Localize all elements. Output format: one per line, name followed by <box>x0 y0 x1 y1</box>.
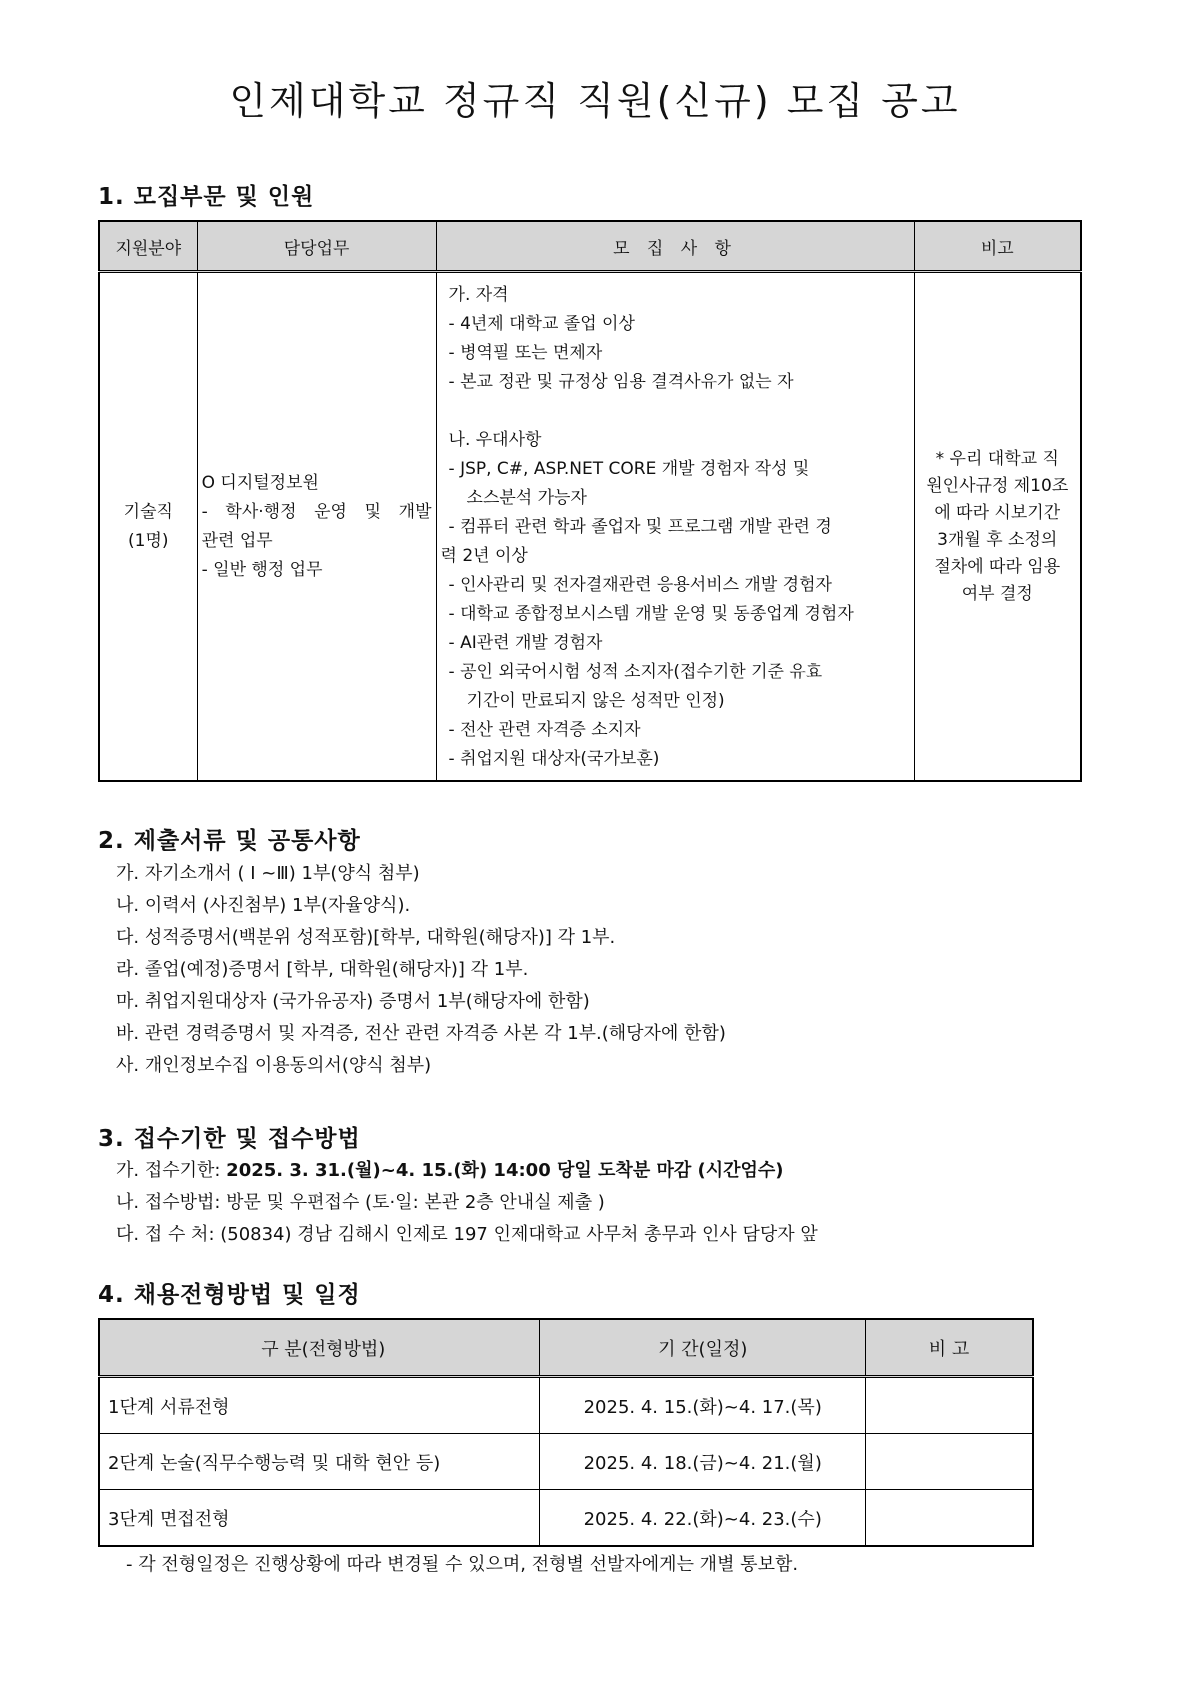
preference-item: - 대학교 종합정보시스템 개발 운영 및 동종업계 경험자 <box>448 604 854 624</box>
preference-item: - JSP, C#, ASP.NET CORE 개발 경험자 작성 및 <box>448 459 810 479</box>
deadline-line <box>116 1155 818 1187</box>
method-line: 나. 접수방법: 방문 및 우편접수 (토·일: 본관 2층 안내실 제출 ) <box>116 1192 605 1213</box>
note-line: * 우리 대학교 직 <box>935 448 1059 469</box>
qualification-title: 가. 자격 <box>448 285 509 305</box>
preference-item: - 컴퓨터 관련 학과 졸업자 및 프로그램 개발 관련 경 <box>448 517 832 537</box>
remark-cell <box>865 1490 1033 1547</box>
schedule-table <box>98 1318 1034 1547</box>
note-line: 3개월 후 소정의 <box>937 529 1058 550</box>
field-count: (1명) <box>128 530 169 551</box>
application-info <box>116 1155 818 1251</box>
note-line: 원인사규정 제10조 <box>926 475 1069 496</box>
note-line: 여부 결정 <box>961 583 1033 604</box>
documents-list <box>116 858 726 1082</box>
header-note: 비고 <box>914 221 1081 272</box>
period-cell: 2025. 4. 22.(화)~4. 23.(수) <box>540 1490 865 1547</box>
duty-cell <box>197 272 436 782</box>
period-cell: 2025. 4. 18.(금)~4. 21.(월) <box>540 1434 865 1490</box>
schedule-table-header <box>99 1319 1033 1377</box>
preference-item: 기간이 만료되지 않은 성적만 인정) <box>466 691 725 711</box>
remark-cell <box>865 1434 1033 1490</box>
preference-item: 력 2년 이상 <box>440 546 528 566</box>
document-item: 가. 자기소개서 ( Ⅰ ~Ⅲ) 1부(양식 첨부) <box>116 863 420 884</box>
preference-item: - AI관련 개발 경험자 <box>448 633 603 653</box>
stage-cell: 2단계 논술(직무수행능력 및 대학 현안 등) <box>99 1434 540 1490</box>
duty-line: - 학사·행정 운영 및 개발 <box>201 501 432 522</box>
section3-heading: 3. 접수기한 및 접수방법 <box>98 1126 361 1152</box>
remark-cell <box>865 1377 1033 1434</box>
requirements-cell <box>436 272 914 782</box>
schedule-row <box>99 1490 1033 1547</box>
document-item: 사. 개인정보수집 이용동의서(양식 첨부) <box>116 1055 432 1076</box>
header-duty: 담당업무 <box>197 221 436 272</box>
document-item: 라. 졸업(예정)증명서 [학부, 대학원(해당자)] 각 1부. <box>116 959 529 980</box>
stage-cell: 1단계 서류전형 <box>99 1377 540 1434</box>
qualification-item: - 본교 정관 및 규정상 임용 결격사유가 없는 자 <box>448 372 794 392</box>
preference-item: - 인사관리 및 전자결재관련 응용서비스 개발 경험자 <box>448 575 832 595</box>
header-remark: 비 고 <box>865 1319 1033 1377</box>
preference-title: 나. 우대사항 <box>448 430 542 450</box>
header-stage: 구 분(전형방법) <box>99 1319 540 1377</box>
note-line: 절차에 따라 임용 <box>934 556 1061 577</box>
field-name: 기술직 <box>123 501 173 522</box>
recruitment-row <box>99 272 1081 782</box>
header-field: 지원분야 <box>99 221 197 272</box>
section2-heading: 2. 제출서류 및 공통사항 <box>98 828 361 854</box>
document-item: 바. 관련 경력증명서 및 자격증, 전산 관련 자격증 사본 각 1부.(해당자에 한함) <box>116 1023 726 1044</box>
document-item: 다. 성적증명서(백분위 성적포함)[학부, 대학원(해당자)] 각 1부. <box>116 927 616 948</box>
schedule-footnote: - 각 전형일정은 진행상황에 따라 변경될 수 있으며, 전형별 선발자에게는 개별 통보함. <box>126 1554 799 1575</box>
period-cell: 2025. 4. 15.(화)~4. 17.(목) <box>540 1377 865 1434</box>
deadline-value: 2025. 3. 31.(월)~4. 15.(화) 14:00 당일 도착분 마감 (시간엄수) <box>226 1160 784 1181</box>
section1-heading: 1. 모집부문 및 인원 <box>98 184 315 210</box>
header-requirements: 모 집 사 항 <box>436 221 914 272</box>
note-line: 에 따라 시보기간 <box>934 502 1061 523</box>
qualification-item: - 병역필 또는 면제자 <box>448 343 603 363</box>
duty-line: O 디지털정보원 <box>201 472 319 493</box>
stage-cell: 3단계 면접전형 <box>99 1490 540 1547</box>
duty-line: 관련 업무 <box>201 530 273 551</box>
preference-item: - 전산 관련 자격증 소지자 <box>448 720 641 740</box>
document-item: 나. 이력서 (사진첨부) 1부(자율양식). <box>116 895 411 916</box>
recruitment-table-header <box>99 221 1081 272</box>
qualification-item: - 4년제 대학교 졸업 이상 <box>448 314 635 334</box>
document-item: 마. 취업지원대상자 (국가유공자) 증명서 1부(해당자에 한함) <box>116 991 590 1012</box>
page-title: 인제대학교 정규직 직원(신규) 모집 공고 <box>229 79 961 123</box>
field-cell <box>99 272 197 782</box>
preference-item: - 취업지원 대상자(국가보훈) <box>448 749 660 769</box>
deadline-label: 가. 접수기한: <box>116 1160 227 1181</box>
schedule-row <box>99 1377 1033 1434</box>
address-line: 다. 접 수 처: (50834) 경남 김해시 인제로 197 인제대학교 사무처 총무과 인사 담당자 앞 <box>116 1224 818 1245</box>
preference-item: 소스분석 가능자 <box>466 488 587 508</box>
schedule-row <box>99 1434 1033 1490</box>
section4-heading: 4. 채용전형방법 및 일정 <box>98 1282 361 1308</box>
note-cell <box>914 272 1081 782</box>
spacer <box>449 397 908 426</box>
duty-line: - 일반 행정 업무 <box>201 559 323 580</box>
recruitment-table <box>98 220 1082 782</box>
header-period: 기 간(일정) <box>540 1319 865 1377</box>
preference-item: - 공인 외국어시험 성적 소지자(접수기한 기준 유효 <box>448 662 823 682</box>
